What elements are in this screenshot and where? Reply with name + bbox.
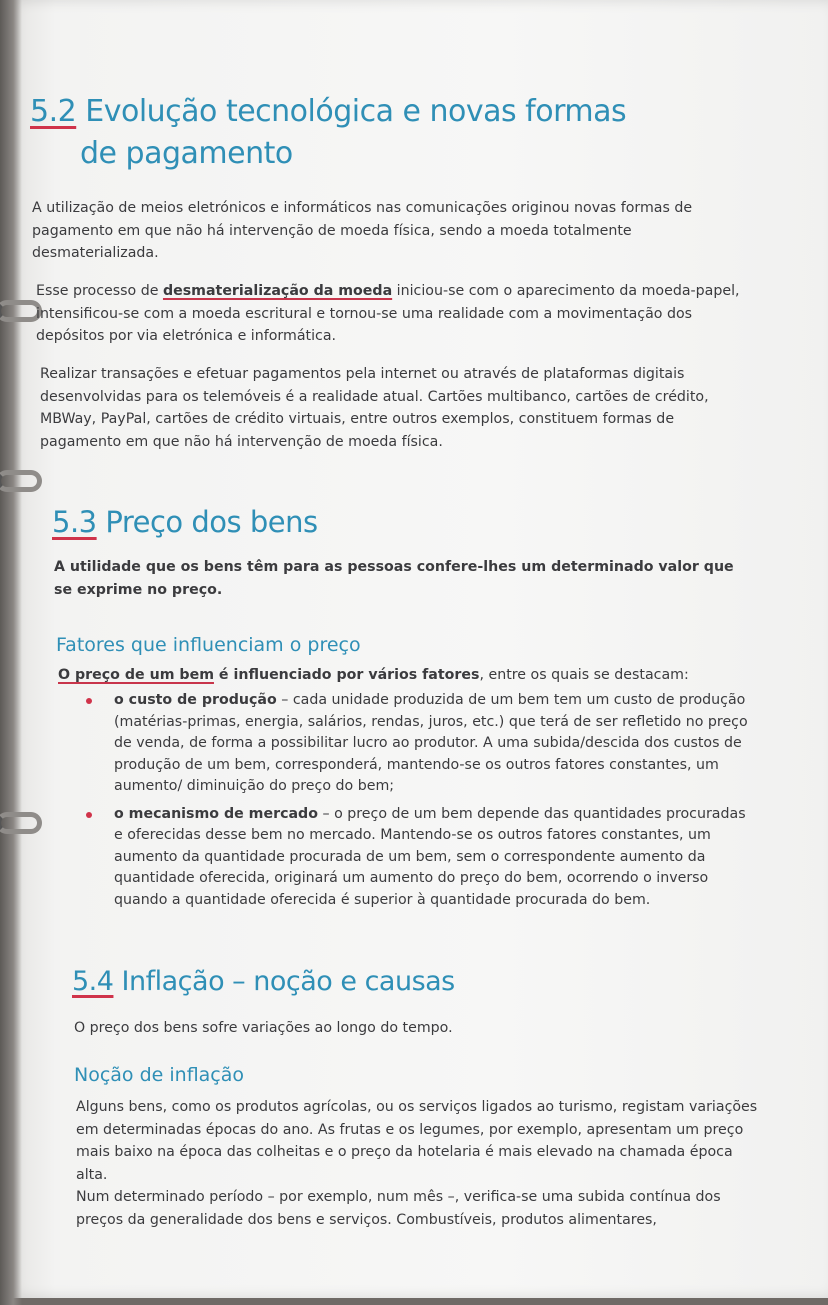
- section-title: Evolução tecnológica e novas formas: [85, 94, 627, 129]
- section-5-3-heading: [52, 505, 318, 539]
- section-number: 5.4: [72, 966, 114, 997]
- intro-paragraph: O preço dos bens sofre variações ao longo do tempo.: [74, 1020, 453, 1036]
- list-item: [80, 804, 752, 912]
- paragraph: [58, 664, 758, 687]
- paragraph: Alguns bens, como os produtos agrícolas, ou os serviços ligados ao turismo, registam variações em determinadas épocas do ano. As frutas e os legumes, por exemplo, apresentam um preço mais baixo na época das colheitas e o preço da hotelaria é mais elevado na chamada época alta.: [76, 1099, 758, 1183]
- section-number: 5.3: [52, 505, 97, 539]
- subheading: Fatores que influenciam o preço: [56, 634, 361, 656]
- subheading: Noção de inflação: [74, 1064, 245, 1086]
- section-5-4-heading: [72, 966, 455, 997]
- paragraph: A utilização de meios eletrónicos e informáticos nas comunicações originou novas formas de pagamento em que não há intervenção de moeda física, sendo a moeda totalmente desmaterializada.: [32, 200, 693, 261]
- text-run: Esse processo de: [36, 283, 163, 299]
- section-title: Preço dos bens: [105, 505, 318, 539]
- key-term: desmaterialização da moeda: [162, 283, 393, 299]
- paragraph: Realizar transações e efetuar pagamentos pela internet ou através de plataformas digitais desenvolvidas para os telemóveis é a realidade atual. Cartões multibanco, cartões de crédito, MBWay, PayPal, cartões de crédito virtuais, entre outros exemplos, constituem formas de pagamento em que não há intervenção de moeda física.: [40, 366, 709, 450]
- key-term: O preço de um bem: [58, 667, 214, 683]
- section-number: 5.2: [30, 94, 77, 129]
- text-run: – cada unidade produzida de um bem tem um custo de produção (matérias-primas, energia, salários, rendas, juros, etc.) que terá de ser refletido no preço de venda, de forma a possibilitar lucro ao produtor. A uma subida/descida dos custos de produção de um bem, corresponderá, mantendo-se os outros fatores constantes, um aumento/ diminuição do preço do bem;: [114, 692, 748, 794]
- bullet-icon: [86, 812, 92, 818]
- text-run: , entre os quais se destacam:: [479, 667, 689, 683]
- paragraph: Num determinado período – por exemplo, num mês –, verifica-se uma subida contínua dos preços da generalidade dos bens e serviços. Combustíveis, produtos alimentares,: [76, 1189, 721, 1228]
- key-term: o custo de produção: [114, 692, 277, 708]
- text-run: iniciou-se com o aparecimento da moeda-papel, intensificou-se com a moeda escritural e tornou-se uma realidade com a movimentação dos depósitos por via eletrónica e informática.: [36, 283, 740, 344]
- list-item: [80, 690, 752, 798]
- factor-list: [80, 690, 752, 917]
- text-run: é influenciado por vários fatores: [213, 667, 480, 683]
- text-run: – o preço de um bem depende das quantidades procuradas e oferecidas desse bem no mercado. Mantendo-se os outros fatores constantes, um aumento da quantidade procurada de um bem, sem o correspondente aumento da quantidade oferecida, originará um aumento do preço do bem, ocorrendo o inverso quando a quantidade oferecida é superior à quantidade procurada do bem.: [114, 805, 746, 908]
- section-5-2-heading: [30, 94, 626, 129]
- paragraph: [36, 280, 748, 348]
- intro-paragraph: A utilidade que os bens têm para as pessoas confere-lhes um determinado valor que se exprime no preço.: [54, 559, 734, 598]
- section-title-continued: de pagamento: [80, 136, 293, 171]
- key-term: o mecanismo de mercado: [114, 805, 318, 822]
- section-title: Inflação – noção e causas: [121, 966, 455, 997]
- bullet-icon: [86, 698, 92, 704]
